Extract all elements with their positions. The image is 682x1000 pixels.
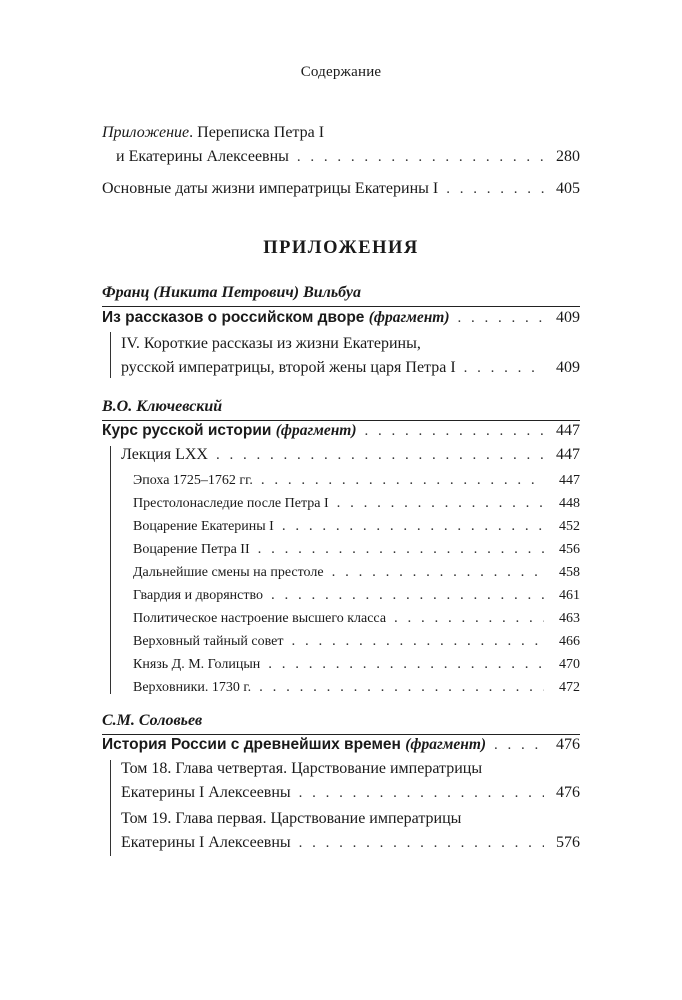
- indent-rule: [110, 332, 111, 378]
- lecture-items: [133, 469, 580, 699]
- sub-line1: IV. Короткие рассказы из жизни Екатерины,: [121, 335, 421, 352]
- lecture-title: Лекция LXX: [121, 446, 208, 463]
- work-entry: [102, 733, 580, 757]
- page-number: 447: [556, 446, 580, 463]
- work-fragment: (фрагмент): [405, 736, 487, 753]
- page-number: 405: [556, 180, 580, 197]
- sub-entry: [121, 332, 580, 380]
- list-item: Воцарение Екатерины I . . . 452: [133, 515, 580, 538]
- indent-rule: [110, 446, 111, 694]
- sub-entry: [121, 807, 580, 855]
- work-title: Из рассказов о российском дворе: [102, 309, 365, 326]
- appendix-heading: ПРИЛОЖЕНИЯ: [263, 238, 419, 258]
- author-name: С.М. Соловьев: [102, 712, 203, 729]
- dot-leader: [458, 306, 544, 330]
- work-title: Курс русской истории: [102, 422, 272, 439]
- work-fragment: (фрагмент): [275, 422, 357, 439]
- author-name: Франц (Никита Петрович) Вильбуа: [102, 284, 362, 301]
- sub-line2: русской императрицы, второй жены царя Петра I: [121, 359, 456, 376]
- sub-line2: Екатерины I Алексеевны: [121, 784, 291, 801]
- entry-line2: и Екатерины Алексеевны: [116, 148, 289, 165]
- page-number: 476: [556, 736, 580, 753]
- toc-entry-dates: [102, 177, 580, 201]
- list-item: Эпоха 1725–1762 гг. . . . 447: [133, 469, 580, 492]
- list-item: Дальнейшие смены на престоле . . . 458: [133, 561, 580, 584]
- toc-entry-appendix-correspondence: [102, 121, 580, 169]
- dot-leader: [464, 356, 544, 380]
- work-entry: [102, 306, 580, 330]
- entry-title: Основные даты жизни императрицы Екатерины I: [102, 180, 439, 197]
- sub-line1: Том 19. Глава первая. Царствование императрицы: [121, 810, 462, 827]
- running-head: Содержание: [300, 64, 382, 80]
- dot-leader: [299, 781, 544, 805]
- dot-leader: [297, 145, 544, 169]
- work-fragment: (фрагмент): [368, 309, 450, 326]
- work-title: История России с древнейших времен: [102, 736, 401, 753]
- sub-line1: Том 18. Глава четвертая. Царствование императрицы: [121, 760, 483, 777]
- entry-line1: . Переписка Петра I: [189, 124, 325, 141]
- sub-line2: Екатерины I Алексеевны: [121, 834, 291, 851]
- list-item: Верховный тайный совет . . . 466: [133, 630, 580, 653]
- dot-leader: [299, 831, 544, 855]
- page-number: 447: [556, 422, 580, 439]
- author-name: В.О. Ключевский: [102, 398, 223, 415]
- list-item: Воцарение Петра II . . . 456: [133, 538, 580, 561]
- sub-entry: [121, 757, 580, 805]
- dot-leader: [365, 419, 544, 443]
- dot-leader: [494, 733, 544, 757]
- list-item: Политическое настроение высшего класса . . . 463: [133, 607, 580, 630]
- list-item: Князь Д. М. Голицын . . . 470: [133, 653, 580, 676]
- entry-prefix: Приложение: [102, 124, 190, 141]
- work-entry: [102, 419, 580, 443]
- list-item: Гвардия и дворянство . . . 461: [133, 584, 580, 607]
- dot-leader: [216, 443, 544, 467]
- list-item: Верховники. 1730 г. . . . 472: [133, 676, 580, 699]
- page-number: 409: [556, 359, 580, 376]
- lecture-entry: [121, 443, 580, 467]
- list-item: Престолонаследие после Петра I . . . 448: [133, 492, 580, 515]
- dot-leader: [446, 177, 544, 201]
- page-number: 280: [556, 148, 580, 165]
- page-number: 576: [556, 834, 580, 851]
- page-number: 409: [556, 309, 580, 326]
- page-number: 476: [556, 784, 580, 801]
- indent-rule: [110, 760, 111, 856]
